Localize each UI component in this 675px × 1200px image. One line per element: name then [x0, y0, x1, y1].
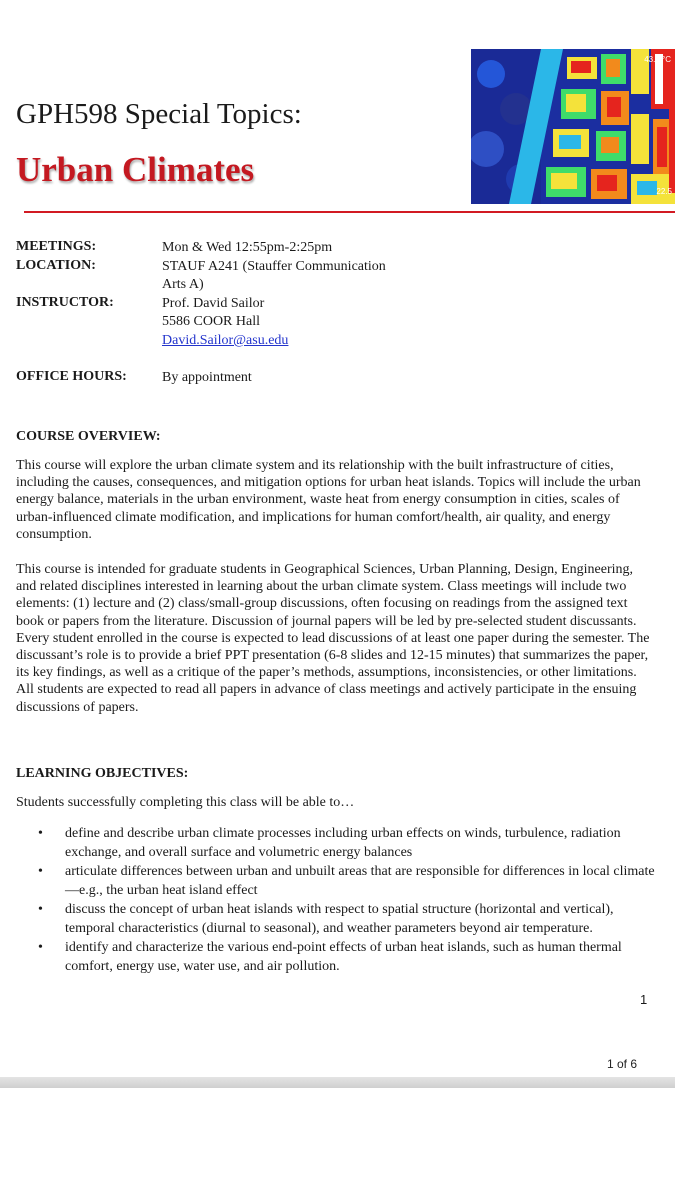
course-subtitle: Urban Climates [16, 150, 255, 189]
overview-heading: COURSE OVERVIEW: [16, 429, 161, 444]
course-title: GPH598 Special Topics: [16, 98, 302, 130]
meetings-label: MEETINGS: [16, 239, 97, 254]
title-divider [24, 211, 675, 213]
thermal-city-image [471, 49, 675, 204]
instructor-name: Prof. David Sailor [162, 296, 265, 311]
overview-paragraph-1: This course will explore the urban climate system and its relationship with the built infrastructure of cities, including the causes, consequences, and mitigation options for urban heat islands. Topics will include the urban energy balance, materials in the urban environment, waste heat from energy consumption in cities, scales of urban-influenced climate modification, and implications for human comfort/health, air quality, and energy consumption. [16, 458, 641, 542]
page-separator [0, 1077, 675, 1088]
objective-text: discuss the concept of urban heat islands with respect to spatial structure (horizontal and vertical), temporal characteristics (diurnal to seasonal), and weather parameters beyond air temperature. [65, 902, 614, 936]
office-hours-value: By appointment [162, 370, 252, 385]
objectives-intro: Students successfully completing this class will be able to… [16, 795, 355, 810]
office-hours-label: OFFICE HOURS: [16, 369, 127, 384]
instructor-email-link[interactable]: David.Sailor@asu.edu [162, 333, 289, 348]
bullet-icon: • [38, 864, 43, 879]
list-item [0, 900, 655, 938]
objective-text: define and describe urban climate processes including urban effects on winds, turbulence, radiation exchange, and overall surface and volumetric energy balances [65, 826, 621, 860]
thermal-min-temp: 22.5 [656, 187, 672, 196]
location-value-line2: Arts A) [162, 277, 204, 292]
bullet-icon: • [38, 940, 43, 955]
list-item [0, 938, 655, 976]
bullet-icon: • [38, 902, 43, 917]
objectives-heading: LEARNING OBJECTIVES: [16, 766, 189, 781]
location-value-line1: STAUF A241 (Stauffer Communication [162, 259, 386, 274]
overview-paragraph-2: This course is intended for graduate students in Geographical Sciences, Urban Planning, Design, Engineering, and related disciplines interested in learning about the urban climate system. Class meetings will include two elements: (1) lecture and (2) class/small-group discussions, often focusing on readings from the assigned text book or papers from the literature. Discussion of journal papers will be led by pre-selected student discussants. Every student enrolled in the course is expected to lead discussions of at least one paper during the semester. The discussant’s role is to provide a brief PPT presentation (6-8 slides and 12-15 minutes) that summarizes the paper, its key findings, as well as a critique of the paper’s methods, assumptions, inconsistencies, or other limitations. All students are expected to read all papers in advance of class meetings and actively participate in the ensuing discussions of papers. [16, 562, 650, 715]
objectives-list [0, 824, 675, 976]
location-label: LOCATION: [16, 258, 96, 273]
objective-text: articulate differences between urban and unbuilt areas that are responsible for differences in local climate—e.g., the urban heat island effect [65, 864, 655, 898]
meetings-value: Mon & Wed 12:55pm-2:25pm [162, 240, 333, 255]
instructor-label: INSTRUCTOR: [16, 295, 114, 310]
bullet-icon: • [38, 826, 43, 841]
thermal-map-graphic [471, 49, 675, 204]
thermal-max-temp: 43.5 °C [644, 55, 671, 64]
list-item [0, 862, 655, 900]
list-item [0, 824, 655, 862]
objective-text: identify and characterize the various end-point effects of urban heat islands, such as human thermal comfort, energy use, water use, and air pollution. [65, 940, 622, 974]
page-number: 1 [640, 992, 648, 1007]
page-indicator: 1 of 6 [607, 1057, 638, 1071]
viewer-background [0, 1088, 675, 1200]
instructor-office: 5586 COOR Hall [162, 314, 260, 329]
